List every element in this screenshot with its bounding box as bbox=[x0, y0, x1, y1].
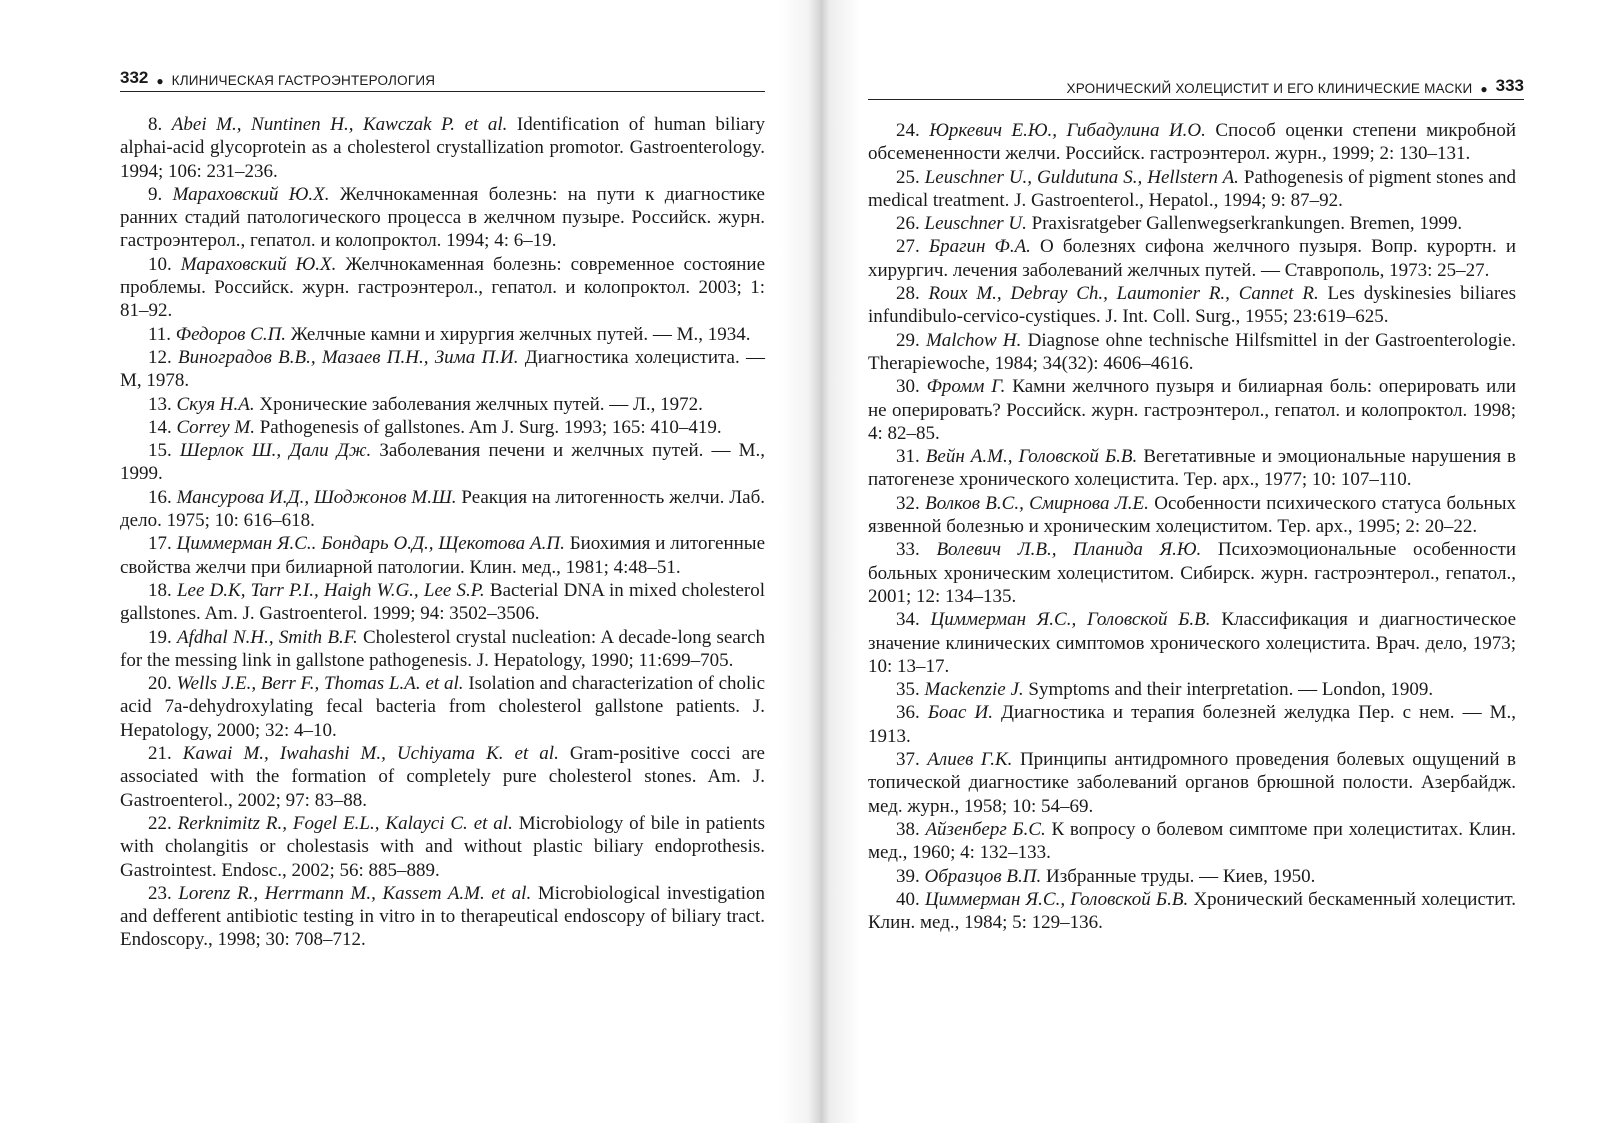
running-head-title: КЛИНИЧЕСКАЯ ГАСТРОЭНТЕРОЛОГИЯ bbox=[171, 73, 436, 88]
reference-number: 14. bbox=[148, 416, 172, 438]
reference-authors: Волков В.С., Смирнова Л.Е. bbox=[925, 492, 1149, 514]
reference-authors: Malchow H. bbox=[925, 329, 1022, 351]
reference-number: 32. bbox=[896, 492, 920, 514]
reference-number: 22. bbox=[148, 812, 172, 834]
reference-number: 13. bbox=[148, 393, 172, 415]
reference-item bbox=[868, 818, 1516, 865]
reference-authors: Юркевич Е.Ю., Гибадулина И.О. bbox=[929, 120, 1206, 141]
reference-text: Microbiological investigation and defferent antibiotic testing in vitro in to therapeutical endoscopy of biliary tract. Endoscopy., 1998; 30: 708–712. bbox=[120, 882, 766, 951]
reference-item bbox=[120, 812, 765, 882]
reference-number: 9. bbox=[148, 183, 163, 205]
reference-authors: Боас И. bbox=[927, 702, 993, 724]
reference-item bbox=[120, 486, 765, 533]
reference-number: 26. bbox=[896, 213, 920, 235]
reference-authors: Leuschner U., Guldutuna S., Hellstern A. bbox=[924, 166, 1239, 188]
right-page bbox=[860, 0, 1600, 1123]
reference-list bbox=[868, 119, 1516, 934]
reference-text: Diagnose ohne technische Hilfsmittel in der Gastroenterologie. Therapiewoche, 1984; 34(32): 4606–4616. bbox=[868, 329, 1516, 374]
reference-number: 19. bbox=[148, 626, 172, 648]
reference-number: 11. bbox=[148, 323, 172, 345]
reference-text: Identification of human biliary alphai-acid glycoprotein as a cholesterol crystallization promotor. Gastroenterology. 1994; 106: 231–236. bbox=[120, 114, 766, 182]
reference-text: Gram-positive cocci are associated with the formation of completely pure cholesterol stones. Am. J. Gastroenterol., 2002; 97: 83–88. bbox=[120, 743, 765, 811]
reference-text: Symptoms and their interpretation. — London, 1909. bbox=[1028, 679, 1434, 701]
reference-authors: Виноградов В.В., Мазаев П.Н., Зима П.И. bbox=[178, 346, 519, 368]
reference-item bbox=[120, 416, 765, 439]
reference-number: 33. bbox=[896, 539, 920, 561]
reference-text: Les dyskinesies biliares infundibulo-cervico-cystiques. J. Int. Coll. Surg., 1955; 23:619–625. bbox=[868, 283, 1517, 328]
reference-item bbox=[120, 532, 765, 579]
reference-authors: Шерлок Ш., Дали Дж. bbox=[179, 440, 372, 462]
reference-number: 24. bbox=[896, 120, 920, 141]
reference-authors: Скуя Н.А. bbox=[176, 393, 255, 415]
reference-authors: Брагин Ф.А. bbox=[928, 236, 1031, 258]
reference-text: Реакция на литогенность желчи. Лаб. дело. 1975; 10: 616–618. bbox=[120, 486, 766, 532]
reference-authors: Roux M., Debray Ch., Laumonier R., Cannet R. bbox=[928, 283, 1319, 305]
reference-authors: Образцов В.П. bbox=[924, 865, 1042, 887]
reference-item bbox=[120, 183, 765, 253]
reference-number: 27. bbox=[896, 236, 920, 258]
reference-number: 38. bbox=[896, 818, 920, 840]
reference-item bbox=[120, 672, 765, 742]
reference-authors: Мансурова И.Д., Шоджонов М.Ш. bbox=[176, 486, 457, 508]
reference-item bbox=[868, 329, 1516, 376]
reference-list bbox=[120, 113, 765, 952]
reference-text: Заболевания печени и желчных путей. — М., 1999. bbox=[120, 440, 766, 485]
reference-authors: Rerknimitz R., Fogel E.L., Kalayci C. et al. bbox=[177, 812, 513, 834]
reference-authors: Mackenzie J. bbox=[924, 679, 1024, 701]
reference-authors: Айзенберг Б.С. bbox=[925, 818, 1046, 840]
reference-number: 25. bbox=[896, 166, 920, 188]
reference-number: 30. bbox=[896, 376, 920, 398]
reference-text: Вегетативные и эмоциональные нарушения в патогенезе хронического холецистита. Тер. арх., 1977; 10: 107–110. bbox=[868, 446, 1517, 491]
reference-text: Избранные труды. — Киев, 1950. bbox=[1046, 865, 1316, 887]
reference-number: 17. bbox=[148, 533, 172, 555]
reference-authors: Фромм Г. bbox=[926, 376, 1006, 398]
reference-text: Камни желчного пузыря и билиарная боль: оперировать или не оперировать? Российск. журн. гастроэнтерол., гепатол. и колопроктол. 1998; 4: 82–85. bbox=[868, 376, 1516, 444]
reference-number: 18. bbox=[148, 579, 172, 601]
reference-item bbox=[868, 678, 1516, 701]
reference-text: Диагностика и терапия болезней желудка Пер. с нем. — М., 1913. bbox=[868, 702, 1517, 747]
reference-authors: Циммерман Я.С., Головской Б.В. bbox=[930, 609, 1211, 631]
reference-number: 8. bbox=[148, 114, 163, 135]
reference-item bbox=[868, 748, 1516, 818]
reference-item bbox=[120, 393, 765, 416]
reference-text: Microbiology of bile in patients with cholangitis or cholestasis with and without plastic biliary endoprothesis. Gastrointest. Endosc., 2002; 56: 885–889. bbox=[120, 812, 766, 881]
reference-item bbox=[868, 235, 1516, 282]
reference-item bbox=[120, 626, 765, 673]
reference-text: Принципы антидромного проведения болевых ощущений в топической диагностике заболеваний органов брюшной полости. Азербайдж. мед. журн., 1958; 10: 54–69. bbox=[868, 749, 1516, 817]
reference-item bbox=[120, 113, 765, 183]
reference-item bbox=[868, 375, 1516, 445]
reference-item bbox=[868, 445, 1516, 492]
page-number: 332 bbox=[120, 68, 149, 87]
reference-item bbox=[120, 882, 765, 952]
reference-text: Хронические заболевания желчных путей. — Л., 1972. bbox=[259, 393, 703, 415]
reference-number: 40. bbox=[896, 888, 920, 910]
reference-authors: Afdhal N.H., Smith B.F. bbox=[177, 626, 358, 648]
reference-text: Isolation and characterization of cholic acid 7a-dehydroxylating fecal bacteria from cholesterol gallstone patients. J. Hepatology, 2000; 32: 4–10. bbox=[120, 673, 766, 741]
reference-item bbox=[120, 323, 765, 346]
reference-number: 21. bbox=[148, 743, 172, 765]
reference-number: 15. bbox=[148, 440, 172, 462]
reference-authors: Abei M., Nuntinen H., Kawczak P. et al. bbox=[171, 114, 508, 135]
reference-authors: Волевич Л.В., Планида Я.Ю. bbox=[936, 539, 1202, 561]
reference-number: 36. bbox=[896, 702, 920, 724]
reference-number: 31. bbox=[896, 446, 920, 468]
reference-number: 29. bbox=[896, 329, 920, 351]
reference-item bbox=[868, 701, 1516, 748]
reference-number: 12. bbox=[148, 346, 172, 368]
reference-text: Особенности психического статуса больных язвенной болезнью и хроническим холециститом. Тер. арх., 1995; 2: 20–22. bbox=[868, 492, 1516, 538]
reference-text: Биохимия и литогенные свойства желчи при билиарной патологии. Клин. мед., 1981; 4:48–51. bbox=[120, 533, 765, 578]
reference-text: Praxisratgeber Gallenwegserkrankungen. Bremen, 1999. bbox=[1031, 213, 1463, 235]
reference-authors: Lorenz R., Herrmann M., Kassem A.M. et al. bbox=[178, 882, 532, 904]
left-page bbox=[0, 0, 780, 1123]
reference-text: Pathogenesis of gallstones. Am J. Surg. 1993; 165: 410–419. bbox=[259, 416, 722, 438]
reference-text: Психоэмоциональные особенности больных хроническим холециститом. Сибирск. журн. гастроэнтерол., гепатол., 2001; 12: 134–135. bbox=[868, 539, 1517, 607]
reference-text: Желчнокаменная болезнь: современное состояние проблемы. Российск. журн. гастроэнтерол., гепатол. и колопроктол. 2003; 1: 81–92. bbox=[120, 253, 766, 322]
reference-item bbox=[868, 282, 1516, 329]
reference-text: Способ оценки степени микробной обсемененности желчи. Российск. гастроэнтерол. журн., 1999; 2: 130–131. bbox=[868, 120, 1516, 165]
reference-authors: Вейн А.М., Головской Б.В. bbox=[925, 446, 1138, 468]
reference-item bbox=[120, 253, 765, 323]
page-number: 333 bbox=[1495, 76, 1524, 95]
reference-item bbox=[868, 166, 1516, 213]
reference-authors: Мараховский Ю.Х. bbox=[172, 183, 330, 205]
reference-number: 28. bbox=[896, 283, 920, 305]
reference-item bbox=[868, 119, 1516, 166]
reference-text: Желчные камни и хирургия желчных путей. — М., 1934. bbox=[290, 323, 751, 345]
reference-text: Хронический бескаменный холецистит. Клин. мед., 1984; 5: 129–136. bbox=[868, 888, 1517, 934]
reference-authors: Федоров С.П. bbox=[175, 323, 287, 345]
reference-number: 37. bbox=[896, 749, 920, 771]
reference-item bbox=[120, 439, 765, 486]
reference-authors: Lee D.K, Tarr P.I., Haigh W.G., Lee S.P. bbox=[176, 579, 485, 601]
reference-number: 10. bbox=[148, 253, 172, 275]
reference-number: 20. bbox=[148, 673, 172, 695]
reference-item bbox=[868, 492, 1516, 539]
reference-item bbox=[120, 579, 765, 626]
left-running-head bbox=[120, 62, 765, 92]
reference-authors: Leuschner U. bbox=[924, 213, 1027, 235]
reference-text: О болезнях сифона желчного пузыря. Вопр. курортн. и хирургич. лечения заболеваний желчных путей. — Ставрополь, 1973: 25–27. bbox=[868, 236, 1517, 281]
reference-text: Диагностика холецистита. — М, 1978. bbox=[120, 346, 766, 392]
reference-item bbox=[868, 888, 1516, 935]
reference-number: 35. bbox=[896, 679, 920, 701]
reference-text: Cholesterol crystal nucleation: A decade-long search for the messing link in gallstone pathogenesis. J. Hepatology, 1990; 11:699–705. bbox=[120, 626, 766, 671]
reference-authors: Мараховский Ю.Х. bbox=[180, 253, 337, 275]
reference-item bbox=[868, 865, 1516, 888]
reference-text: Bacterial DNA in mixed cholesterol gallstones. Am. J. Gastroenterol. 1999; 94: 3502–3506. bbox=[120, 579, 766, 625]
reference-authors: Алиев Г.К. bbox=[927, 749, 1013, 771]
book-gutter bbox=[780, 0, 860, 1123]
reference-number: 34. bbox=[896, 609, 920, 631]
reference-item bbox=[120, 346, 765, 393]
running-head-title: ХРОНИЧЕСКИЙ ХОЛЕЦИСТИТ И ЕГО КЛИНИЧЕСКИЕ МАСКИ bbox=[1066, 81, 1473, 96]
reference-text: К вопросу о болевом симптоме при холециститах. Клин. мед., 1960; 4: 132–133. bbox=[868, 818, 1516, 864]
reference-authors: Wells J.E., Berr F., Thomas L.A. et al. bbox=[176, 673, 464, 695]
reference-authors: Correy M. bbox=[176, 416, 255, 438]
bullet-separator: ● bbox=[156, 74, 164, 88]
reference-text: Pathogenesis of pigment stones and medical treatment. J. Gastroenterol., Hepatol., 1994; 9: 87–92. bbox=[868, 166, 1516, 211]
reference-item bbox=[120, 742, 765, 812]
reference-number: 23. bbox=[148, 882, 172, 904]
reference-authors: Kawai M., Iwahashi M., Uchiyama K. et al. bbox=[182, 743, 559, 765]
reference-number: 16. bbox=[148, 486, 172, 508]
reference-text: Классификация и диагностическое значение клинических симптомов хронического холецистита. Врач. дело, 1973; 10: 13–17. bbox=[868, 609, 1517, 677]
reference-item bbox=[868, 608, 1516, 678]
right-running-head bbox=[868, 70, 1524, 100]
reference-item bbox=[868, 212, 1516, 235]
bullet-separator: ● bbox=[1480, 82, 1488, 96]
reference-text: Желчнокаменная болезнь: на пути к диагностике ранних стадий патологического процесса в желчном пузыре. Российск. журн. гастроэнтерол., гепатол. и колопроктол. 1994; 4: 6–19. bbox=[120, 183, 765, 252]
reference-item bbox=[868, 538, 1516, 608]
reference-number: 39. bbox=[896, 865, 920, 887]
reference-authors: Циммерман Я.С., Головской Б.В. bbox=[924, 888, 1189, 910]
reference-authors: Циммерман Я.С.. Бондарь О.Д., Щекотова А.П. bbox=[176, 533, 565, 555]
